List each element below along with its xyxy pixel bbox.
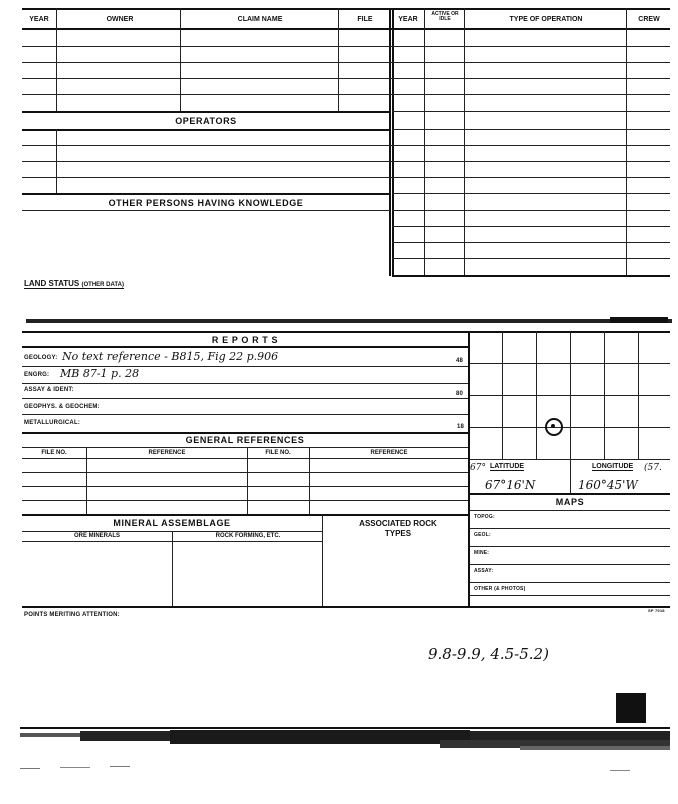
geology-value: No text reference - B815, Fig 22 p.906 <box>62 350 279 363</box>
engrg-value: MB 87-1 p. 28 <box>60 367 140 380</box>
scan-noise-band <box>20 720 670 780</box>
lon-suffix: (57. <box>644 463 662 473</box>
rock-forming-header: ROCK FORMING, ETC. <box>215 533 281 539</box>
header-crew: CREW <box>638 16 660 23</box>
ore-minerals-header: ORE MINERALS <box>73 533 120 539</box>
gr-header-file-no-2: FILE NO. <box>265 450 291 456</box>
latitude-label: LATITUDE <box>490 463 525 470</box>
header-file: FILE <box>357 16 373 23</box>
maps-mine: MINE: <box>474 550 490 556</box>
location-marker-dot <box>551 424 555 428</box>
maps-title: MAPS <box>555 497 585 507</box>
scan-bar <box>26 319 672 323</box>
gr-header-file-no-1: FILE NO. <box>41 450 67 456</box>
latitude-value: 67°16'N <box>485 478 536 492</box>
maps-topog: TOPOG: <box>474 514 495 520</box>
gr-header-reference-2: REFERENCE <box>370 450 408 456</box>
form-number: SP 7918 <box>648 608 665 613</box>
maps-assay: ASSAY: <box>474 568 494 574</box>
assay-ident-label: ASSAY & IDENT: <box>24 387 74 393</box>
header-claim-name: CLAIM NAME <box>237 16 283 23</box>
general-references-title: GENERAL REFERENCES <box>185 435 305 445</box>
maps-other: OTHER (& PHOTOS) <box>474 586 526 592</box>
points-meriting-attention: POINTS MERITING ATTENTION: <box>24 612 120 618</box>
header-active-or-idle: ACTIVE OR IDLE <box>431 11 459 22</box>
scan-square <box>616 693 646 723</box>
operators-title: OPERATORS <box>175 116 237 126</box>
geology-num: 48 <box>456 358 464 364</box>
maps-geol: GEOL: <box>474 532 491 538</box>
gr-header-reference-1: REFERENCE <box>148 450 186 456</box>
longitude-value: 160°45'W <box>578 478 638 492</box>
land-status-label: LAND STATUS <box>24 279 80 288</box>
assay-ident-num: 80 <box>456 391 464 397</box>
header-year: YEAR <box>29 16 49 23</box>
engrg-label: ENGRG: <box>24 372 50 378</box>
geology-label: GEOLOGY: <box>24 355 58 361</box>
mineral-assemblage-title: MINERAL ASSEMBLAGE <box>113 518 231 528</box>
metallurgical-num: 18 <box>457 424 465 430</box>
reports-title: R E P O R T S <box>211 335 279 345</box>
other-persons-title: OTHER PERSONS HAVING KNOWLEDGE <box>108 198 304 208</box>
header-owner: OWNER <box>106 16 134 23</box>
header-type-of-operation: TYPE OF OPERATION <box>509 16 583 23</box>
header-year-2: YEAR <box>398 16 418 23</box>
longitude-label: LONGITUDE <box>592 463 634 470</box>
bottom-handwriting: 9.8-9.9, 4.5-5.2) <box>428 645 549 663</box>
land-status-sub: (OTHER DATA) <box>81 282 124 288</box>
geophys-geochem-label: GEOPHYS. & GEOCHEM: <box>24 404 100 410</box>
associated-rock-types-header: ASSOCIATED ROCK TYPES <box>359 519 437 538</box>
metallurgical-label: METALLURGICAL: <box>24 420 81 426</box>
scan-bar-right <box>610 317 668 323</box>
lat-prefix: 67° <box>470 463 486 473</box>
